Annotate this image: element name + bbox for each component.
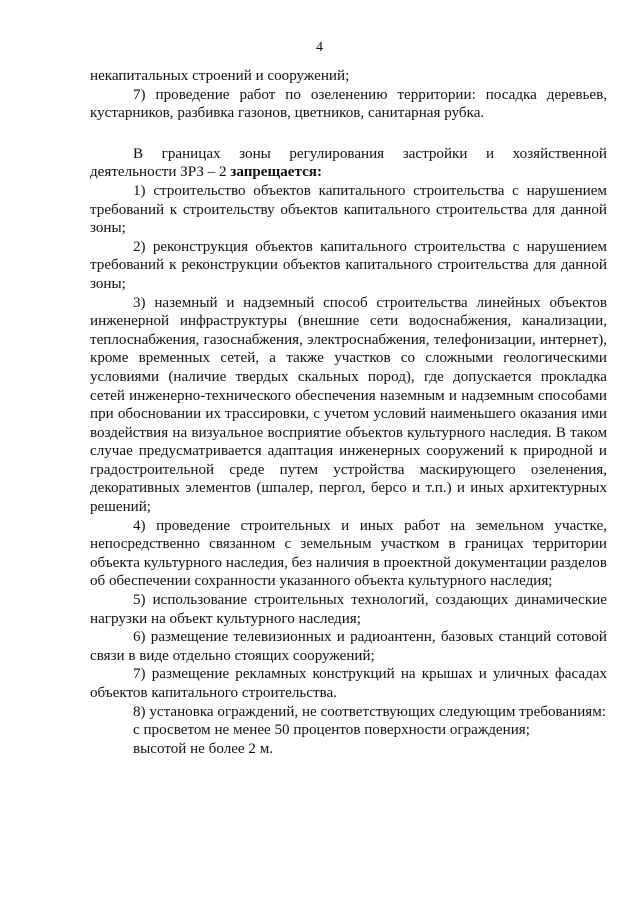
paragraph-text: 2) реконструкция объектов капитального строительства с нарушением требований к реконструкции объектов капитального строительства для данной зоны;: [90, 238, 607, 292]
paragraph-text: 6) размещение телевизионных и радиоантенн, базовых станций сотовой связи в виде отдельно стоящих сооружений;: [90, 629, 607, 664]
paragraph: [90, 517, 607, 591]
paragraph-text: 8) установка ограждений, не соответствующих следующим требованиям:: [133, 703, 606, 720]
paragraph: [90, 182, 607, 238]
paragraph-text: 7) размещение рекламных конструкций на крышах и уличных фасадах объектов капитального строительства.: [90, 666, 607, 701]
paragraph-text: 5) использование строительных технологий, создающих динамические нагрузки на объект культурного наследия;: [90, 592, 607, 627]
paragraph: [90, 86, 607, 123]
document-body: [90, 67, 607, 758]
paragraph: [90, 740, 607, 759]
paragraph: [90, 703, 607, 722]
paragraph-gap: [90, 123, 607, 145]
paragraph: [90, 628, 607, 665]
paragraph-text: В границах зоны регулирования застройки и хозяйственной деятельности ЗРЗ – 2: [90, 145, 607, 181]
paragraph-text: высотой не более 2 м.: [133, 740, 274, 757]
paragraph: [90, 145, 607, 182]
paragraph-text: 3) наземный и надземный способ строительства линейных объектов инженерной инфраструктуры (внешние сети водоснабжения, канализации, теплоснабжения, газоснабжения, электроснабжения, телефонизации, интернет), кроме временных сетей, а также участков со сложными геологическими условиями (наличие твердых скальных пород), где допускается прокладка сетей инженерно-технического обеспечения наземным и надземным способами при обосновании их трассировки, с учетом условий наименьшего оказания ими воздействия на визуальное восприятие объектов культурного наследия. В таком случае предусматривается адаптация инженерных сооружений к природной и градостроительной среде путем устройства маскирующего озеленения, декоративных элементов (шпалер, пергол, берсо и т.п.) и иных архитектурных решений;: [90, 294, 607, 516]
paragraph: [90, 665, 607, 702]
paragraph: [90, 294, 607, 517]
paragraph: [90, 591, 607, 628]
paragraph: [90, 67, 607, 86]
paragraph: [90, 721, 607, 740]
paragraph-text: 1) строительство объектов капитального строительства с нарушением требований к строительству объектов капитального строительства для данной зоны;: [90, 182, 607, 237]
page-number: 4: [316, 40, 323, 55]
paragraph-text: 7) проведение работ по озеленению территории: посадка деревьев, кустарников, разбивка газонов, цветников, санитарная рубка.: [90, 86, 607, 122]
paragraph-text: с просветом не менее 50 процентов поверхности ограждения;: [133, 722, 530, 739]
paragraph-text: 4) проведение строительных и иных работ на земельном участке, непосредственно связанном с земельным участком в границах территории объекта культурного наследия, без наличия в проектной документации разделов об обеспечении сохранности указанного объекта культурного наследия;: [90, 517, 607, 590]
paragraph-text: некапитальных строений и сооружений;: [90, 68, 350, 84]
paragraph-bold-text: запрещается:: [230, 164, 322, 181]
paragraph: [90, 238, 607, 294]
